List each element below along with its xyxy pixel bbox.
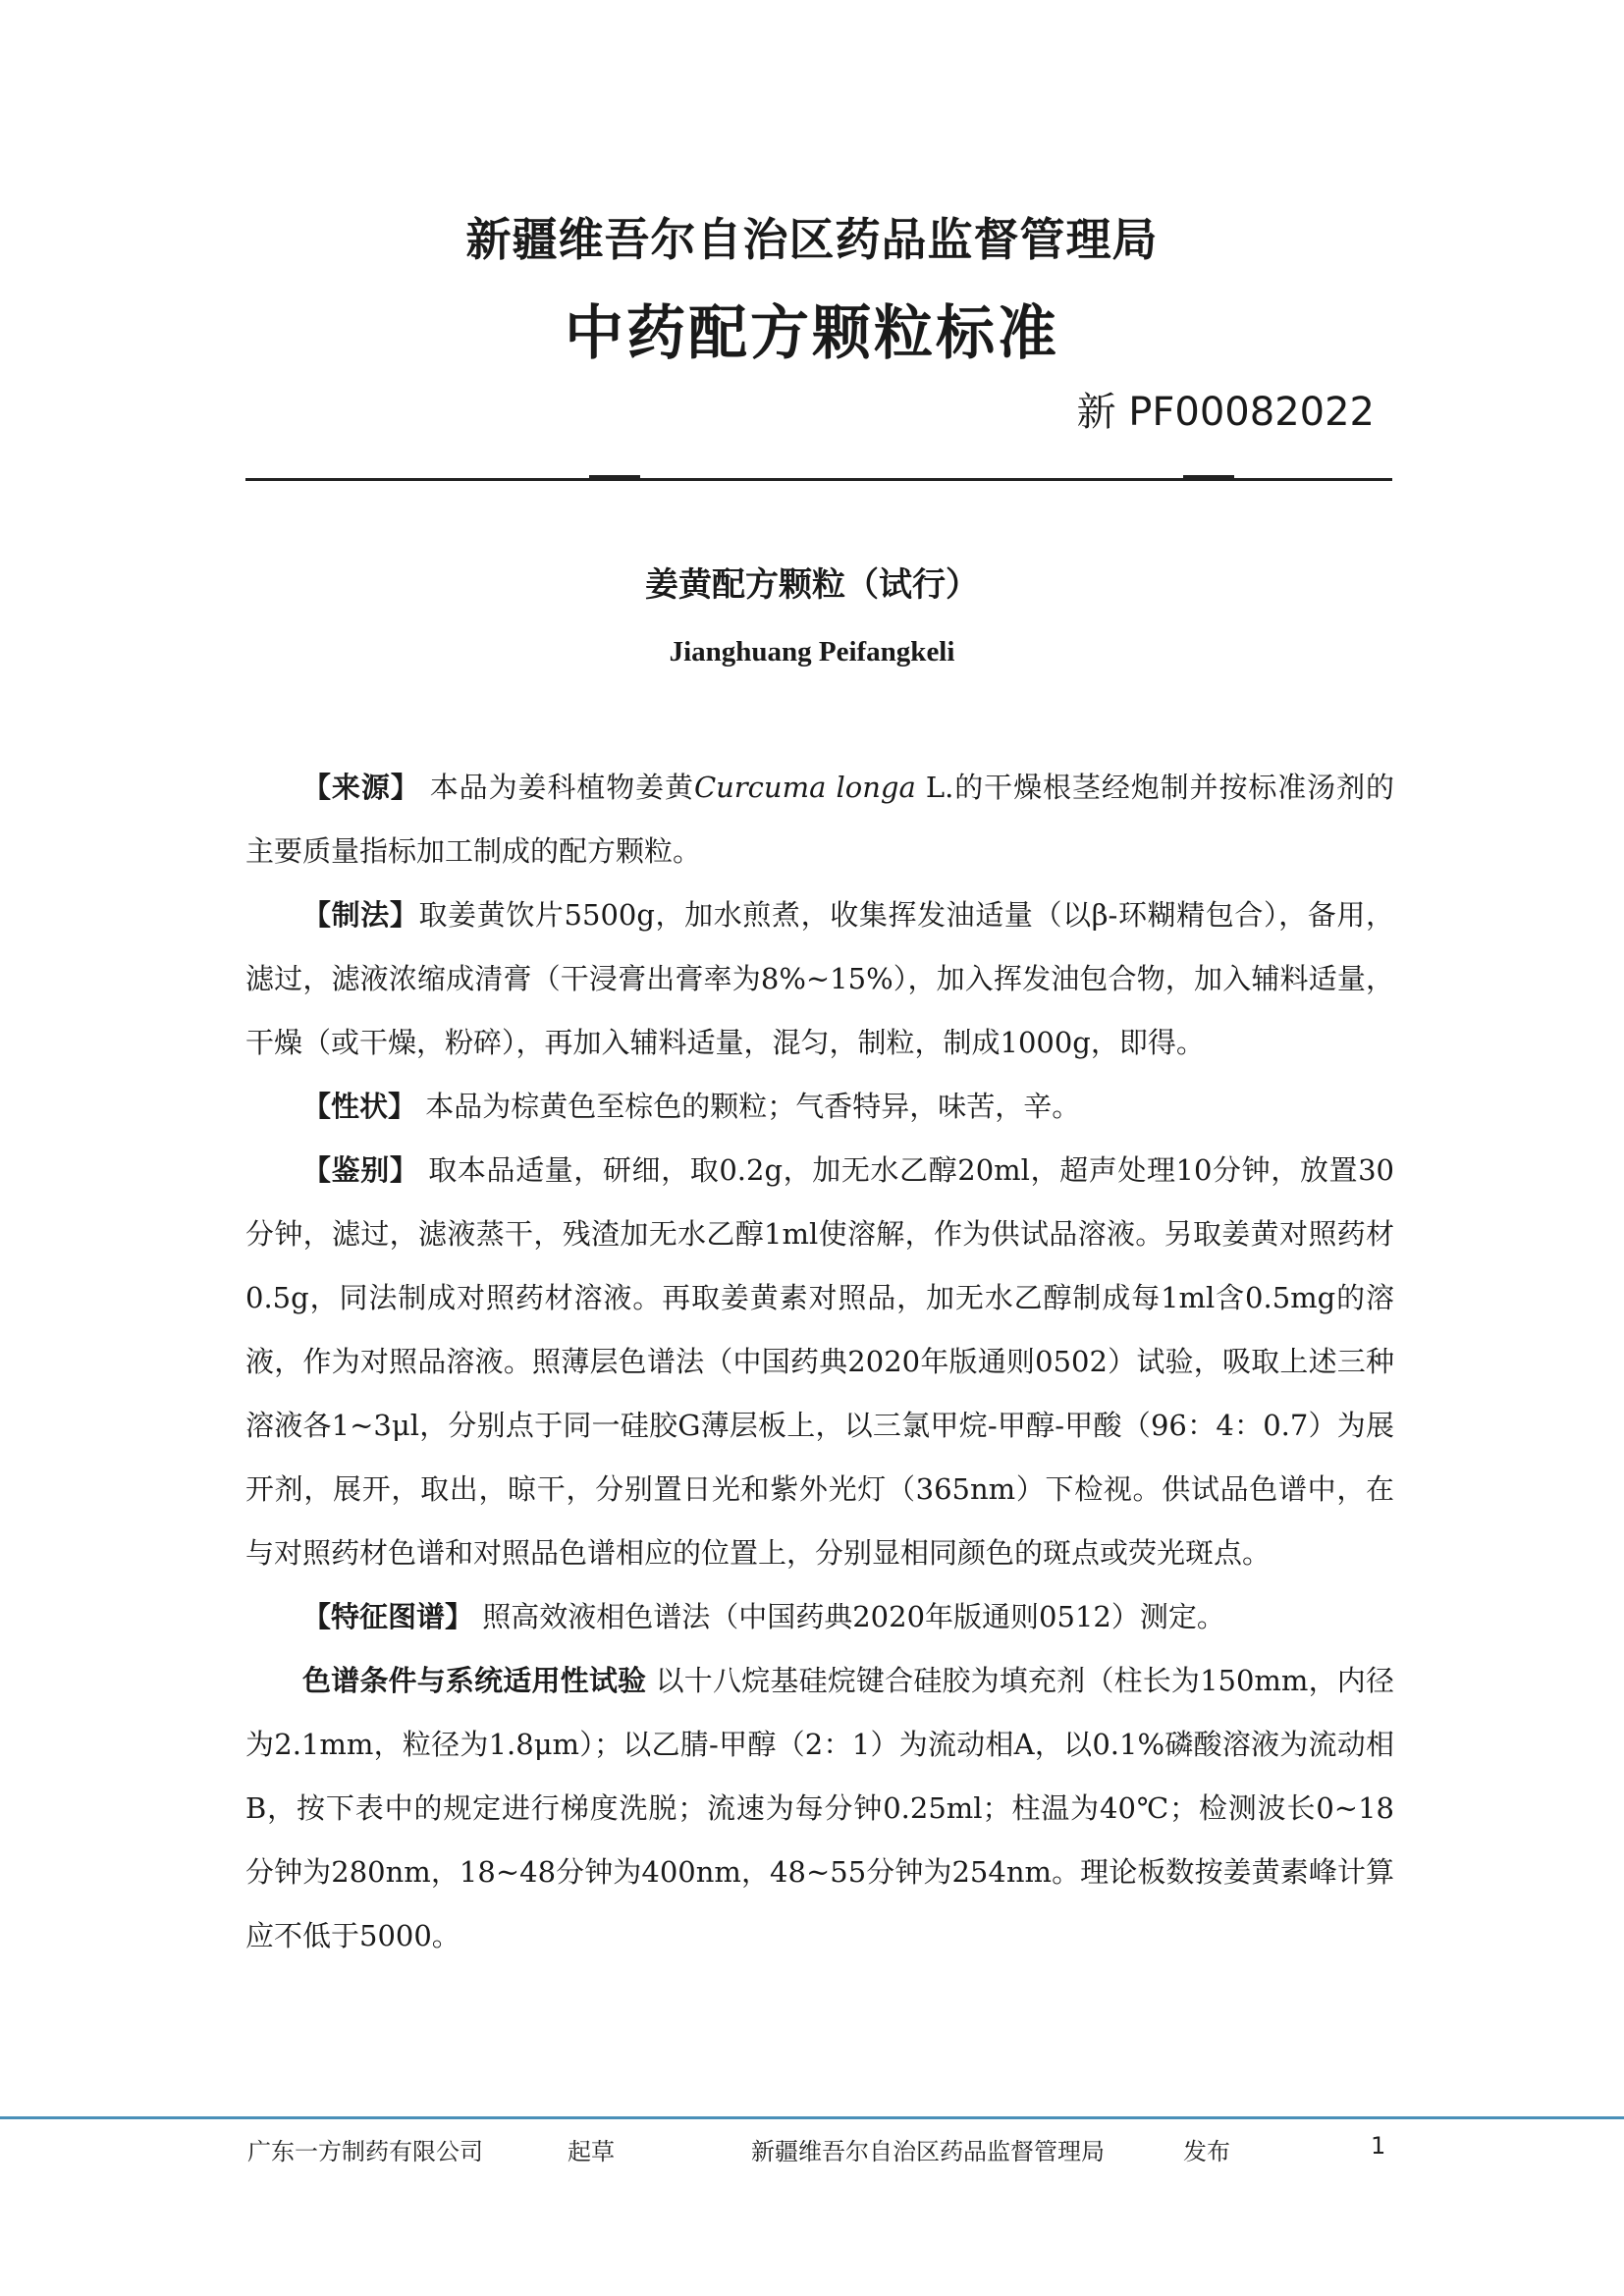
header-rule-mark-left bbox=[589, 475, 640, 479]
footer-rule bbox=[0, 2116, 1624, 2119]
section-text: 照高效液相色谱法（中国药典2020年版通则0512）测定。 bbox=[473, 1600, 1225, 1633]
product-pinyin: Jianghuang Peifangkeli bbox=[669, 636, 955, 667]
section-label: 【鉴别】 bbox=[302, 1153, 419, 1187]
footer-publisher: 新疆维吾尔自治区药品监督管理局 bbox=[751, 2138, 1105, 2165]
product-title: 姜黄配方颗粒（试行） bbox=[645, 565, 979, 605]
section-source bbox=[245, 756, 1394, 883]
standard-number: 新 PF00082022 bbox=[1076, 390, 1375, 435]
footer-drafter-role: 起草 bbox=[568, 2138, 615, 2165]
section-fingerprint bbox=[245, 1585, 1394, 1649]
section-chromatography bbox=[245, 1649, 1394, 1968]
footer-publisher-role: 发布 bbox=[1183, 2138, 1230, 2165]
section-label: 【特征图谱】 bbox=[302, 1600, 474, 1633]
section-preparation bbox=[245, 883, 1394, 1075]
section-text: L.的干燥根茎经炮制并按标准汤剂的主要质量指标加工制成的配方颗粒。 bbox=[245, 771, 1394, 868]
page-number: 1 bbox=[1371, 2132, 1386, 2160]
section-text: 本品为棕黄色至棕色的颗粒；气香特异，味苦，辛。 bbox=[416, 1090, 1081, 1123]
section-label: 色谱条件与系统适用性试验 bbox=[302, 1664, 647, 1697]
section-text: 取本品适量，研细，取0.2g，加无水乙醇20ml，超声处理10分钟，放置30分钟，滤过，滤液蒸干，残渣加无水乙醇1ml使溶解，作为供试品溶液。另取姜黄对照药材0.5g，同法制成对照药材溶液。再取姜黄素对照品，加无水乙醇制成每1ml含0.5mg的溶液，作为对照品溶液。照薄层色谱法（中国药典2020年版通则0502）试验，吸取上述三种溶液各1~3μl，分别点于同一硅胶G薄层板上，以三氯甲烷-甲醇-甲酸（96：4：0.7）为展开剂，展开，取出，晾干，分别置日光和紫外光灯（365nm）下检视。供试品色谱中，在与对照药材色谱和对照品色谱相应的位置上，分别显相同颜色的斑点或荧光斑点。 bbox=[245, 1153, 1394, 1570]
section-text: 取姜黄饮片5500g，加水煎煮，收集挥发油适量（以β-环糊精包合），备用，滤过，滤液浓缩成清膏（干浸膏出膏率为8%~15%），加入挥发油包合物，加入辅料适量，干燥（或干燥，粉碎），再加入辅料适量，混匀，制粒，制成1000g，即得。 bbox=[245, 898, 1394, 1059]
monograph-body bbox=[245, 756, 1394, 1968]
agency-name: 新疆维吾尔自治区药品监督管理局 bbox=[465, 213, 1159, 266]
header-rule-mark-right bbox=[1183, 475, 1234, 479]
footer-drafter: 广东一方制药有限公司 bbox=[247, 2138, 483, 2165]
section-label: 【性状】 bbox=[302, 1090, 417, 1123]
latin-name: Curcuma longa bbox=[693, 771, 916, 804]
section-label: 【制法】 bbox=[302, 898, 419, 932]
standard-title: 中药配方颗粒标准 bbox=[565, 299, 1059, 368]
section-text: 以十八烷基硅烷键合硅胶为填充剂（柱长为150mm，内径为2.1mm，粒径为1.8μm）；以乙腈-甲醇（2：1）为流动相A，以0.1%磷酸溶液为流动相B，按下表中的规定进行梯度洗脱；流速为每分钟0.25ml；柱温为40℃；检测波长0~18分钟为280nm，18~48分钟为400nm，48~55分钟为254nm。理论板数按姜黄素峰计算应不低于5000。 bbox=[245, 1664, 1394, 1952]
section-text: 本品为姜科植物姜黄 bbox=[419, 771, 694, 804]
section-identification bbox=[245, 1139, 1394, 1585]
section-label: 【来源】 bbox=[302, 771, 420, 804]
section-characteristics bbox=[245, 1075, 1394, 1139]
